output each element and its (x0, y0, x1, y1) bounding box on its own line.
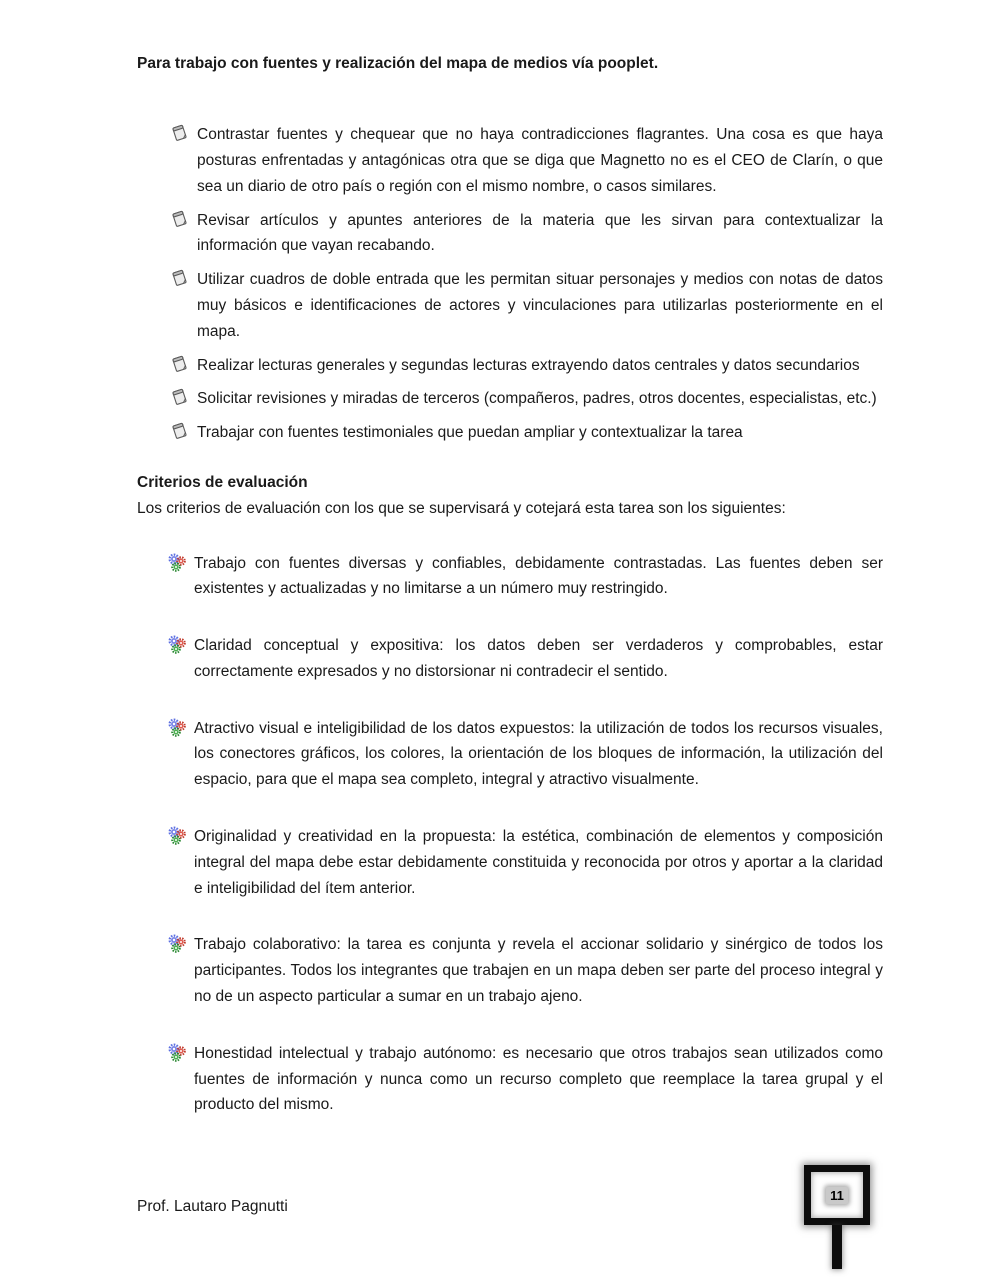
list-item-text: Utilizar cuadros de doble entrada que les permitan situar personajes y medios con notas de datos muy básicos e identificaciones de actores y vinculaciones para utilizarlas posteriormente en el mapa. (197, 271, 883, 340)
list-item (167, 1041, 883, 1118)
list-item (170, 386, 883, 412)
note-icon (170, 420, 197, 441)
list-item (170, 122, 883, 199)
gears-icon (167, 633, 194, 654)
gears-icon (167, 551, 194, 572)
list-item-text: Honestidad intelectual y trabajo autónomo: es necesario que otros trabajos sean utilizados como fuentes de información y nunca como un recurso completo que reemplace la tarea grupal y el producto del mismo. (194, 1044, 883, 1114)
page-number-box (804, 1165, 870, 1225)
page-badge-stem (832, 1225, 842, 1269)
footer-author: Prof. Lautaro Pagnutti (137, 1198, 288, 1215)
list-item-text: Trabajo con fuentes diversas y confiables, debidamente contrastadas. Las fuentes deben ser existentes y actualizadas y no limitarse a un número muy restringido. (194, 554, 883, 598)
list-item (170, 420, 883, 446)
criteria-list (137, 551, 883, 1119)
page-title: Para trabajo con fuentes y realización del mapa de medios vía pooplet. (137, 55, 659, 72)
note-icon (170, 386, 197, 407)
list-item (167, 633, 883, 685)
list-item (170, 353, 883, 379)
document-page (137, 0, 883, 1149)
list-item-text: Atractivo visual e inteligibilidad de los datos expuestos: la utilización de todos los recursos visuales, los conectores gráficos, los colores, la orientación de los bloques de información, la utilización del espacio, para que el mapa sea completo, integral y atractivo visualmente. (194, 719, 883, 789)
criteria-heading: Criterios de evaluación (137, 473, 308, 491)
list-item (167, 932, 883, 1009)
gears-icon (167, 932, 194, 953)
note-icon (170, 208, 197, 229)
note-icon (170, 353, 197, 374)
page-number: 11 (826, 1187, 848, 1204)
notes-list (137, 122, 883, 446)
list-item-text: Claridad conceptual y expositiva: los datos deben ser verdaderos y comprobables, estar correctamente expresados y no distorsionar ni contradecir el sentido. (194, 637, 883, 680)
list-item-text: Originalidad y creatividad en la propuesta: la estética, combinación de elementos y composición integral del mapa debe estar debidamente constituida y reconocida por otros y aportar a la claridad e inteligibilidad del ítem anterior. (194, 828, 883, 897)
criteria-intro: Los criterios de evaluación con los que se supervisará y cotejará esta tarea son los siguientes: (137, 499, 786, 517)
list-item-text: Contrastar fuentes y chequear que no haya contradicciones flagrantes. Una cosa es que haya posturas enfrentadas y antagónicas otra que se diga que Magnetto no es el CEO de Clarín, o que sea un diario de otro país o región con el mismo nombre, o casos similares. (197, 126, 883, 195)
gears-icon (167, 716, 194, 737)
list-item-text: Solicitar revisiones y miradas de terceros (compañeros, padres, otros docentes, especialistas, etc.) (197, 390, 877, 408)
list-item-text: Revisar artículos y apuntes anteriores de la materia que les sirvan para contextualizar la información que vayan recabando. (197, 211, 883, 255)
gears-icon (167, 1041, 194, 1062)
page-number-badge (803, 1165, 871, 1269)
list-item (167, 824, 883, 901)
note-icon (170, 267, 197, 288)
list-item (167, 716, 883, 793)
list-item (170, 267, 883, 344)
list-item (167, 551, 883, 603)
list-item (170, 208, 883, 260)
note-icon (170, 122, 197, 143)
list-item-text: Trabajar con fuentes testimoniales que puedan ampliar y contextualizar la tarea (197, 424, 743, 442)
list-item-text: Trabajo colaborativo: la tarea es conjunta y revela el accionar solidario y sinérgico de todos los participantes. Todos los integrantes que trabajen en un mapa deben ser parte del proceso integral y no de un aspecto particular a sumar en un trabajo ajeno. (194, 936, 883, 1006)
gears-icon (167, 824, 194, 845)
list-item-text: Realizar lecturas generales y segundas lecturas extrayendo datos centrales y datos secundarios (197, 356, 860, 374)
